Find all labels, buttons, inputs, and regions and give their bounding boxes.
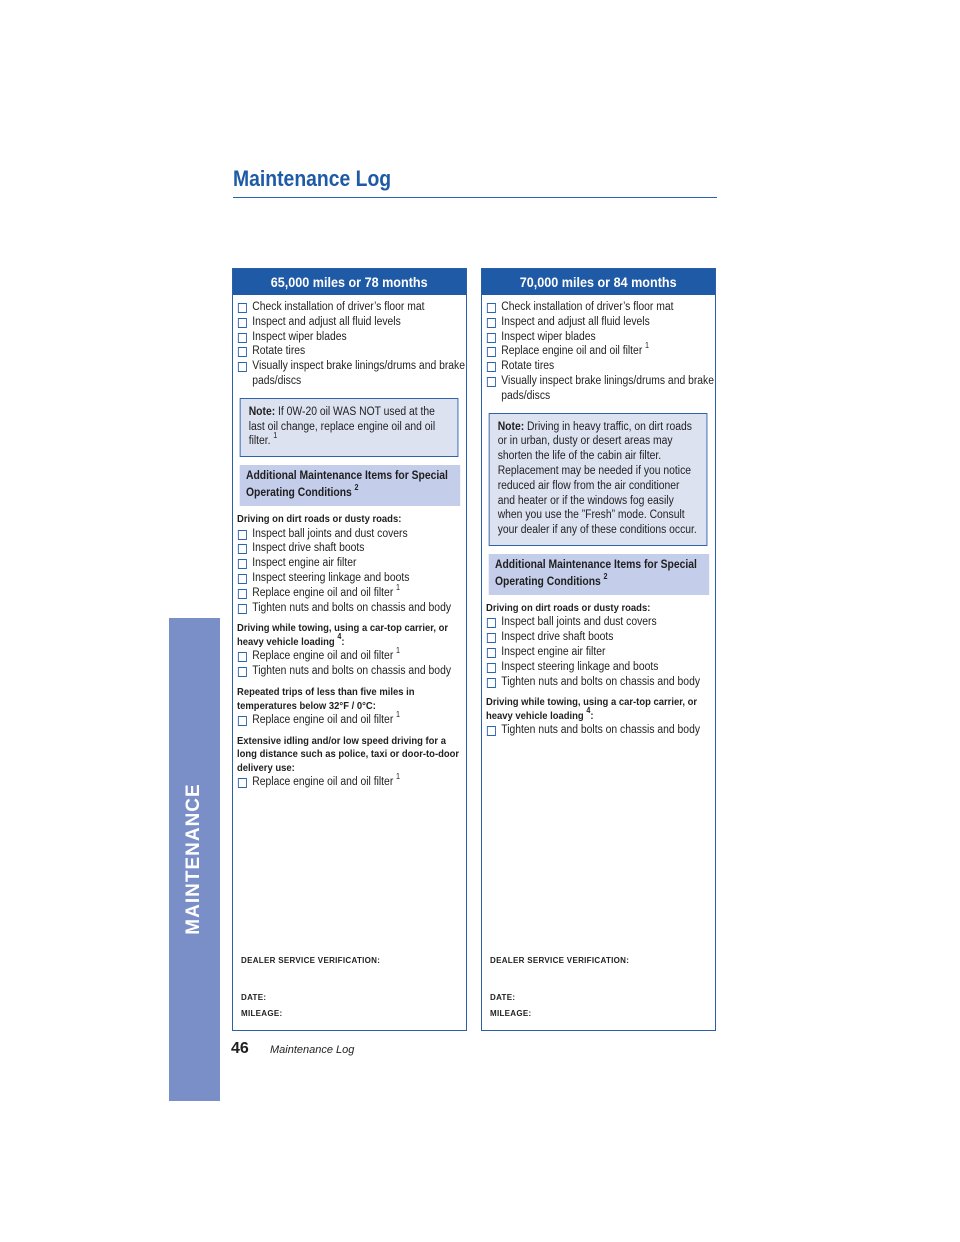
checklist-item [486,374,715,404]
footnote-ref: 1 [395,582,400,592]
checklist-item [486,615,715,630]
interval-body [482,295,715,738]
checklist-item [486,315,715,330]
checkbox-icon[interactable] [487,377,496,387]
note-box [240,398,459,457]
checklist-item [237,582,466,601]
checkbox-icon[interactable] [487,362,496,372]
checkbox-icon[interactable] [238,333,247,343]
checkbox-icon[interactable] [238,362,247,372]
checklist-item [486,300,715,315]
checklist-item [237,359,466,389]
checkbox-icon[interactable] [487,648,496,658]
checklist-item-text: Inspect and adjust all fluid levels [252,315,401,328]
checkbox-icon[interactable] [487,663,496,673]
footnote-ref: 1 [395,646,400,656]
checklist-item [486,359,715,374]
condition-heading-text: Driving while towing, using a car-top carrier, or heavy vehicle loading [486,696,698,722]
checklist-item-text: Tighten nuts and bolts on chassis and body [252,665,452,678]
maintenance-column-right [481,268,716,1031]
checklist-item-text: Inspect ball joints and dust covers [501,616,657,629]
checklist-item-text: Inspect wiper blades [252,330,347,343]
interval-header-text: 70,000 miles or 84 months [520,274,677,290]
checklist-item [237,541,466,556]
date-label: DATE: [241,993,267,1002]
checklist-item-text: Rotate tires [252,345,306,358]
footnote-ref: 2 [603,571,608,581]
page-footer-label: Maintenance Log [270,1044,355,1056]
note-text: Driving in heavy traffic, on dirt roads or in urban, dusty or desert areas may shorten the life of the cabin air filter. Replacement may be needed if you notice reduced air flow from the air conditioner and heater or if the windows fog easily when you use the ”Fresh” mode. Consult your dealer if any of these conditions occur. [497,420,697,537]
checklist-item-text: Inspect wiper blades [501,330,596,343]
checkbox-icon[interactable] [238,530,247,540]
checkbox-icon[interactable] [238,652,247,662]
condition-heading-text: Extensive idling and/or low speed driving for a long distance such as police, taxi or door-to-door delivery use: [237,734,460,774]
checkbox-icon[interactable] [238,347,247,357]
condition-heading-text: Driving on dirt roads or dusty roads: [237,513,402,526]
checklist-item-text: Replace engine oil and oil filter [252,714,394,727]
condition-heading-text: Repeated trips of less than five miles in temperatures below 32°F / 0°C: [237,686,415,712]
checklist-item-text: Check installation of driver’s floor mat [501,301,674,313]
footnote-ref: 2 [354,483,359,493]
checklist-item [486,630,715,645]
checklist-item [237,772,466,790]
interval-body [233,295,466,790]
section-side-tab [169,618,220,1101]
checkbox-icon[interactable] [238,716,247,726]
checklist-item [237,664,466,679]
condition-heading [486,602,715,616]
condition-heading-text: Driving on dirt roads or dusty roads: [486,601,651,614]
checklist-item-text: Inspect steering linkage and boots [252,572,410,585]
checklist-item-text: Inspect drive shaft boots [252,542,365,555]
additional-items-title: Additional Maintenance Items for Special Operating Conditions [246,470,448,500]
maintenance-column-left [232,268,467,1031]
checklist-item [237,300,466,315]
checkbox-icon[interactable] [238,574,247,584]
condition-heading-colon: : [590,709,594,722]
checklist-item [486,723,715,738]
checklist-item-text: Replace engine oil and oil filter [252,586,394,599]
checklist-item [237,344,466,359]
checklist-item-text: Inspect ball joints and dust covers [252,527,408,540]
note-box [489,413,708,546]
checklist-item [486,660,715,675]
checklist-item [237,646,466,664]
interval-header [482,269,715,295]
section-side-tab-label: MAINTENANCE [183,783,204,935]
condition-heading [486,696,715,723]
checkbox-icon[interactable] [238,667,247,677]
checklist-item-text: Inspect steering linkage and boots [501,660,659,673]
checklist-item-text: Replace engine oil and oil filter [501,345,643,358]
dealer-verification-label: DEALER SERVICE VERIFICATION: [241,956,381,965]
checklist-item-text: Visually inspect brake linings/drums and brake pads/discs [501,374,714,402]
checklist-item-text: Inspect engine air filter [501,646,606,659]
checklist-item [486,330,715,345]
checklist-item-text: Inspect engine air filter [252,557,357,570]
checklist-item [486,675,715,690]
checklist-item [237,571,466,586]
checkbox-icon[interactable] [238,559,247,569]
checklist-item-text: Replace engine oil and oil filter [252,650,394,663]
checkbox-icon[interactable] [238,303,247,313]
interval-header [233,269,466,295]
checklist-item-text: Check installation of driver’s floor mat [252,301,425,313]
interval-content [237,300,466,790]
mileage-label: MILEAGE: [490,1009,532,1018]
checkbox-icon[interactable] [238,544,247,554]
checkbox-icon[interactable] [487,633,496,643]
checkbox-icon[interactable] [238,589,247,599]
checklist-item [237,315,466,330]
checklist-item [237,601,466,616]
checkbox-icon[interactable] [487,726,496,736]
condition-heading [237,686,466,713]
condition-heading [237,735,466,776]
condition-heading [237,513,466,527]
note-label: Note: [497,420,525,433]
condition-heading [237,622,466,649]
note-text: If 0W-20 oil WAS NOT used at the last oil change, replace engine oil and oil filter. [248,405,436,448]
checklist-item-text: Rotate tires [501,360,555,373]
checklist-item-text: Inspect drive shaft boots [501,631,614,644]
checklist-item [237,556,466,571]
mileage-label: MILEAGE: [241,1009,283,1018]
checklist-item [237,330,466,345]
checkbox-icon[interactable] [238,778,247,788]
date-label: DATE: [490,993,516,1002]
checklist-item [237,527,466,542]
page-number: 46 [231,1040,249,1057]
checklist-item-text: Tighten nuts and bolts on chassis and body [252,601,452,614]
checkbox-icon[interactable] [487,318,496,328]
checkbox-icon[interactable] [487,618,496,628]
checkbox-icon[interactable] [238,318,247,328]
additional-items-heading [489,554,710,595]
footnote-ref: 1 [395,772,400,782]
checklist-item-text: Inspect and adjust all fluid levels [501,315,650,328]
checklist-item [237,710,466,728]
checkbox-icon[interactable] [487,303,496,313]
condition-heading-text: Driving while towing, using a car-top carrier, or heavy vehicle loading [237,622,449,648]
checklist-item-text: Tighten nuts and bolts on chassis and body [501,675,701,688]
checklist-item-text: Tighten nuts and bolts on chassis and body [501,724,701,737]
checkbox-icon[interactable] [487,333,496,343]
dealer-verification-label: DEALER SERVICE VERIFICATION: [490,956,630,965]
checkbox-icon[interactable] [238,604,247,614]
checkbox-icon[interactable] [487,347,496,357]
page-title: Maintenance Log [233,166,392,191]
note-label: Note: [248,405,276,418]
footnote-ref: 4 [337,631,342,641]
footnote-ref: 1 [395,710,400,720]
title-divider [233,197,717,198]
additional-items-heading [240,465,461,506]
footnote-ref: 1 [644,341,649,351]
footnote-ref: 1 [273,431,278,441]
checkbox-icon[interactable] [487,678,496,688]
checklist-item [486,341,715,359]
additional-items-title: Additional Maintenance Items for Special Operating Conditions [495,558,697,588]
checklist-item-text: Visually inspect brake linings/drums and brake pads/discs [252,360,465,387]
checklist-item-text: Replace engine oil and oil filter [252,776,394,789]
interval-content [486,300,715,738]
checklist-item [486,645,715,660]
interval-header-text: 65,000 miles or 78 months [271,274,428,290]
condition-heading-colon: : [341,635,345,648]
footnote-ref: 4 [586,705,591,715]
